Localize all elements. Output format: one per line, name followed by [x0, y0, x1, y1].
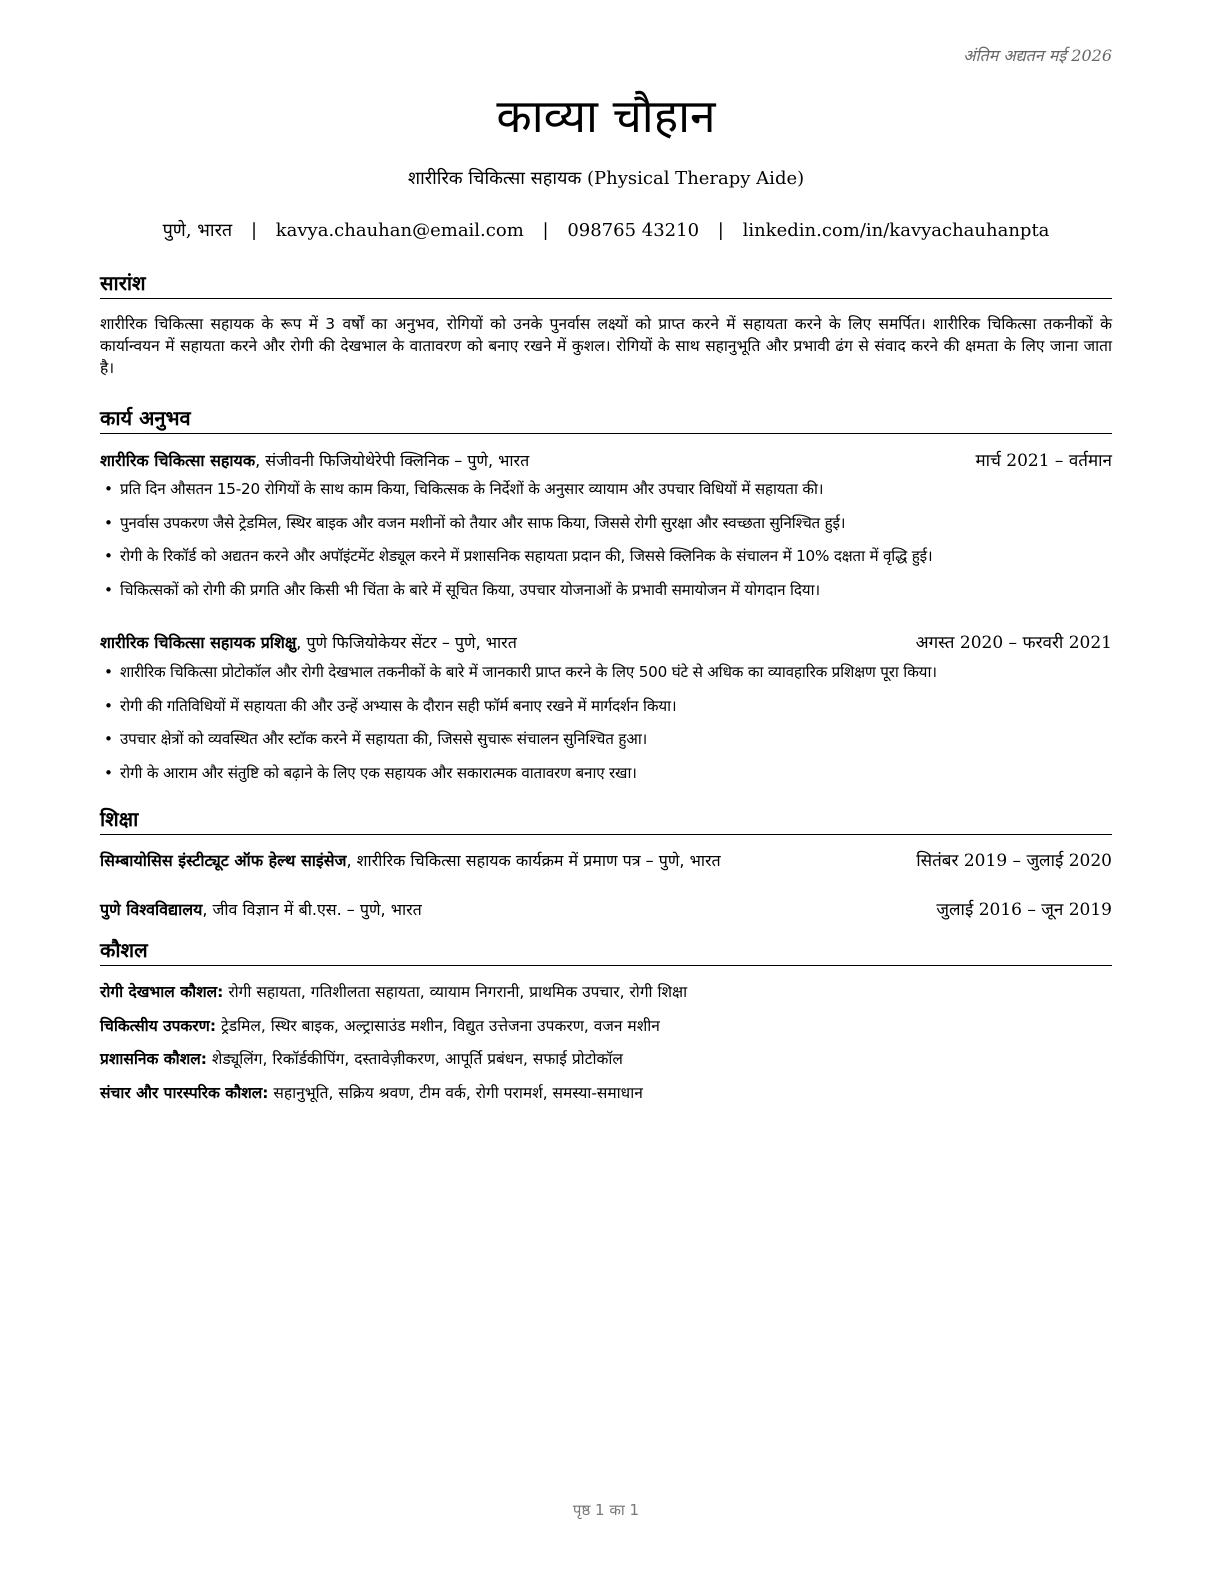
contact-separator: |	[542, 220, 549, 241]
resume-page	[100, 0, 1112, 1584]
bullet-icon: •	[104, 663, 113, 681]
contact-linkedin[interactable]: linkedin.com/in/kavyachauhanpta	[742, 220, 1050, 241]
bullet-text: पुनर्वास उपकरण जैसे ट्रेडमिल, स्थिर बाइक और वजन मशीनों को तैयार और साफ किया, जिससे रोगी सुरक्षा और स्वच्छता सुनिश्चित हुई।	[120, 513, 846, 532]
bullet-icon: •	[104, 730, 113, 748]
bullet-icon: •	[104, 763, 113, 782]
job-employer: , पुणे फिजियोकेयर सेंटर – पुणे, भारत	[296, 633, 517, 652]
education-dates: जुलाई 2016 – जून 2019	[936, 900, 1112, 920]
list-item	[100, 477, 1112, 511]
page-number: पृष्ठ 1 का 1	[572, 1501, 640, 1519]
skill-value: सहानुभूति, सक्रिय श्रवण, टीम वर्क, रोगी परामर्श, समस्या-समाधान	[268, 1083, 643, 1102]
contact-separator: |	[250, 220, 258, 241]
bullet-text: शारीरिक चिकित्सा प्रोटोकॉल और रोगी देखभाल तकनीकों के बारे में जानकारी प्राप्त करने के लिए 500 घंटे से अधिक का व्यावहारिक प्रशिक्षण पूरा किया।	[120, 663, 937, 681]
job-role-line	[100, 449, 529, 471]
skill-value: रोगी सहायता, गतिशीलता सहायता, व्यायाम निगरानी, प्राथमिक उपचार, रोगी शिक्षा	[223, 983, 688, 1001]
job-entry-header	[100, 448, 1112, 472]
bullet-icon: •	[104, 580, 113, 599]
list-item	[100, 761, 1112, 795]
skill-line	[100, 980, 1112, 1014]
contact-phone: 098765 43210	[567, 220, 700, 241]
job-dates: अगस्त 2020 – फरवरी 2021	[915, 633, 1112, 653]
list-item	[100, 544, 1112, 578]
contact-separator: |	[717, 220, 724, 241]
job-employer: , संजीवनी फिजियोथेरेपी क्लिनिक – पुणे, भारत	[255, 451, 530, 470]
education-line	[100, 898, 422, 920]
job-role: शारीरिक चिकित्सा सहायक	[100, 451, 256, 470]
skill-label: संचार और पारस्परिक कौशल:	[100, 1083, 269, 1102]
education-heading: शिक्षा	[100, 806, 1112, 835]
bullet-text: चिकित्सकों को रोगी की प्रगति और किसी भी चिंता के बारे में सूचित किया, उपचार योजनाओं के प्रभावी समायोजन में योगदान दिया।	[120, 580, 820, 599]
skill-label: प्रशासनिक कौशल:	[100, 1050, 207, 1068]
skill-line	[100, 1014, 1112, 1048]
contact-line	[100, 218, 1112, 244]
job-title: शारीरिक चिकित्सा सहायक (Physical Therapy Aide)	[407, 168, 805, 189]
skill-line	[100, 1081, 1112, 1115]
skill-label: चिकित्सीय उपकरण:	[100, 1016, 217, 1035]
list-item	[100, 727, 1112, 761]
bullet-icon: •	[104, 480, 113, 498]
job-bullet-list	[100, 660, 1112, 794]
list-item	[100, 660, 1112, 694]
skills-heading: कौशल	[100, 937, 1112, 966]
list-item	[100, 511, 1112, 545]
list-item	[100, 694, 1112, 728]
education-detail: , जीव विज्ञान में बी.एस. – पुणे, भारत	[202, 900, 422, 919]
job-entry-header	[100, 630, 1112, 654]
candidate-name: काव्या चौहान	[496, 89, 716, 143]
skill-value: शेड्यूलिंग, रिकॉर्डकीपिंग, दस्तावेज़ीकरण, आपूर्ति प्रबंधन, सफाई प्रोटोकॉल	[206, 1050, 623, 1068]
education-line	[100, 849, 721, 871]
skill-label: रोगी देखभाल कौशल:	[100, 983, 224, 1001]
bullet-text: प्रति दिन औसतन 15-20 रोगियों के साथ काम किया, चिकित्सक के निर्देशों के अनुसार व्यायाम और उपचार विधियों में सहायता की।	[120, 480, 824, 498]
contact-email[interactable]: kavya.chauhan@email.com	[275, 220, 524, 241]
summary-text: शारीरिक चिकित्सा सहायक के रूप में 3 वर्षों का अनुभव, रोगियों को उनके पुनर्वास लक्ष्यों को प्राप्त करने में सहायता करने के लिए समर्पित। शारीरिक चिकित्सा तकनीकों के कार्यान्वयन में सहायता करने और रोगी की देखभाल के वातावरण को बनाए रखने में कुशल। रोगियों के साथ सहानुभूति और प्रभावी ढंग से संवाद करने की क्षमता के लिए जाना जाता है।	[100, 315, 1112, 377]
last-updated: अंतिम अद्यतन मई 2026	[963, 46, 1112, 65]
list-item	[100, 578, 1112, 612]
summary-heading: सारांश	[100, 270, 1112, 299]
skill-value: ट्रेडमिल, स्थिर बाइक, अल्ट्रासाउंड मशीन, विद्युत उत्तेजना उपकरण, वजन मशीन	[216, 1016, 660, 1035]
education-school: सिम्बायोसिस इंस्टीट्यूट ऑफ हेल्थ साइंसेज	[100, 851, 347, 870]
experience-heading: कार्य अनुभव	[100, 405, 1112, 434]
job-dates: मार्च 2021 – वर्तमान	[975, 451, 1112, 471]
education-entry	[100, 897, 1112, 921]
bullet-icon: •	[104, 513, 113, 532]
education-entry	[100, 848, 1112, 872]
education-dates: सितंबर 2019 – जुलाई 2020	[916, 851, 1112, 871]
bullet-text: रोगी की गतिविधियों में सहायता की और उन्हें अभ्यास के दौरान सही फॉर्म बनाए रखने में मार्गदर्शन किया।	[120, 696, 677, 715]
bullet-icon: •	[104, 696, 113, 715]
bullet-text: रोगी के आराम और संतुष्टि को बढ़ाने के लिए एक सहायक और सकारात्मक वातावरण बनाए रखा।	[120, 763, 637, 782]
education-detail: , शारीरिक चिकित्सा सहायक कार्यक्रम में प्रमाण पत्र – पुणे, भारत	[346, 851, 721, 870]
bullet-text: उपचार क्षेत्रों को व्यवस्थित और स्टॉक करने में सहायता की, जिससे सुचारू संचालन सुनिश्चित हुआ।	[120, 730, 648, 748]
contact-location: पुणे, भारत	[162, 220, 233, 241]
job-bullet-list	[100, 477, 1112, 611]
bullet-text: रोगी के रिकॉर्ड को अद्यतन करने और अपॉइंटमेंट शेड्यूल करने में प्रशासनिक सहायता प्रदान की, जिससे क्लिनिक के संचालन में 10% दक्षता में वृद्धि हुई।	[120, 547, 933, 565]
job-role: शारीरिक चिकित्सा सहायक प्रशिक्षु	[100, 633, 297, 652]
skill-line	[100, 1047, 1112, 1081]
bullet-icon: •	[104, 547, 113, 565]
job-role-line	[100, 631, 517, 653]
education-school: पुणे विश्वविद्यालय	[100, 900, 203, 919]
skills-list	[100, 980, 1112, 1114]
